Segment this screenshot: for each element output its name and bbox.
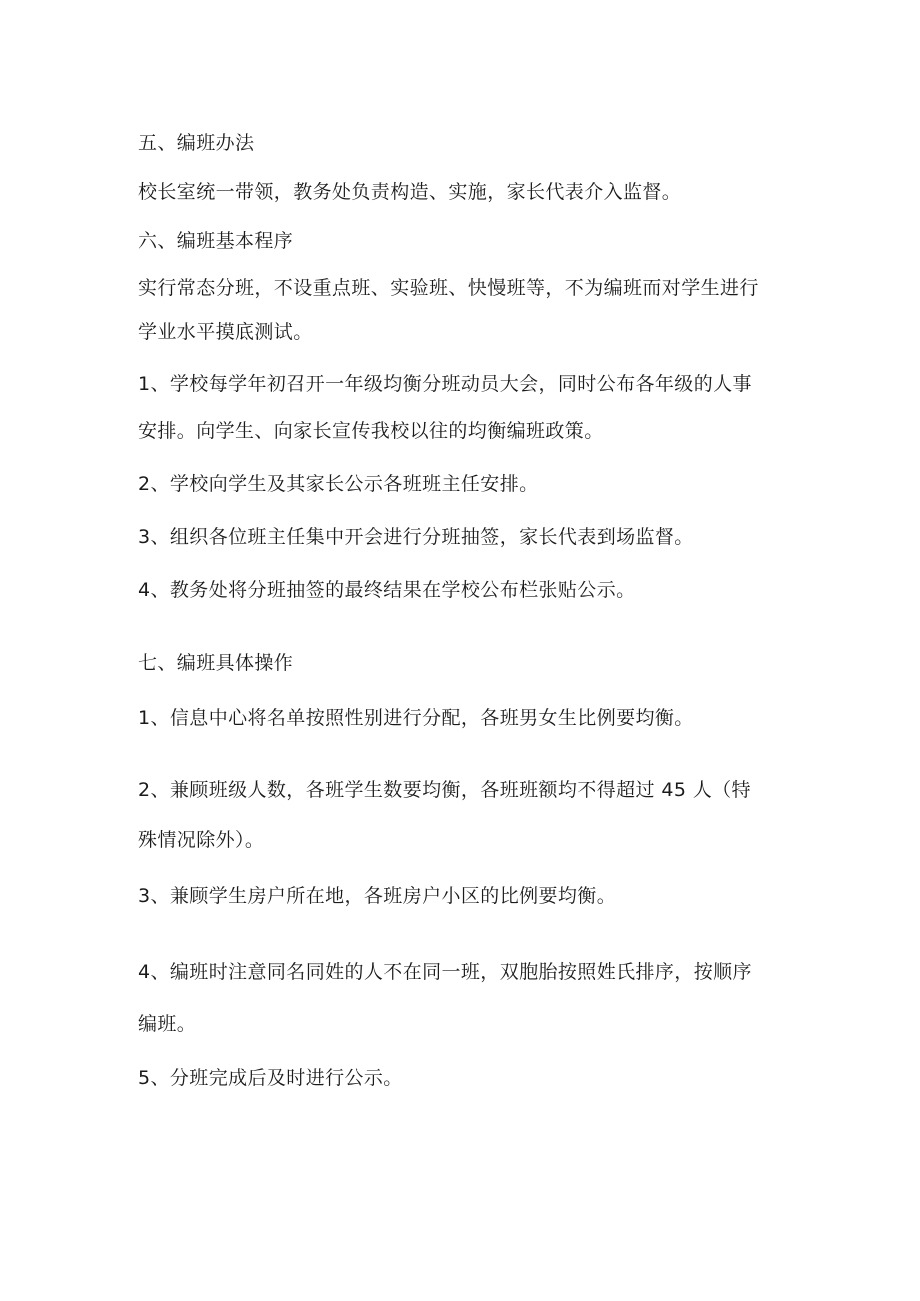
section5-heading: 五、编班办法 <box>138 132 255 154</box>
section5-body: 校长室统一带领，教务处负责构造、实施，家长代表介入监督。 <box>138 181 682 203</box>
section7-item5: 5、分班完成后及时进行公示。 <box>138 1067 403 1089</box>
section7-item2-line2: 殊情况除外）。 <box>138 829 265 851</box>
section6-item1-line2: 安排。向学生、向家长宣传我校以往的均衡编班政策。 <box>138 420 604 442</box>
section6-intro-line1: 实行常态分班，不设重点班、实验班、快慢班等，不为编班而对学生进行 <box>138 277 759 299</box>
section7-item4-line1: 4、编班时注意同名同姓的人不在同一班，双胞胎按照姓氏排序，按顺序 <box>138 961 752 983</box>
section6-intro-line2: 学业水平摸底测试。 <box>138 321 313 343</box>
section6-item2: 2、学校向学生及其家长公示各班班主任安排。 <box>138 473 539 495</box>
section7-heading: 七、编班具体操作 <box>138 652 294 674</box>
section6-item4: 4、教务处将分班抽签的最终结果在学校公布栏张贴公示。 <box>138 579 636 601</box>
section6-item1-line1: 1、学校每学年初召开一年级均衡分班动员大会，同时公布各年级的人事 <box>138 373 752 395</box>
section7-item2-line1: 2、兼顾班级人数，各班学生数要均衡，各班班额均不得超过 45 人（特 <box>138 779 751 801</box>
section7-item1: 1、信息中心将名单按照性别进行分配，各班男女生比例要均衡。 <box>138 707 694 729</box>
section6-heading: 六、编班基本程序 <box>138 230 294 252</box>
section6-item3: 3、组织各位班主任集中开会进行分班抽签，家长代表到场监督。 <box>138 526 694 548</box>
section7-item3: 3、兼顾学生房户所在地，各班房户小区的比例要均衡。 <box>138 885 617 907</box>
section7-item4-line2: 编班。 <box>138 1013 197 1035</box>
